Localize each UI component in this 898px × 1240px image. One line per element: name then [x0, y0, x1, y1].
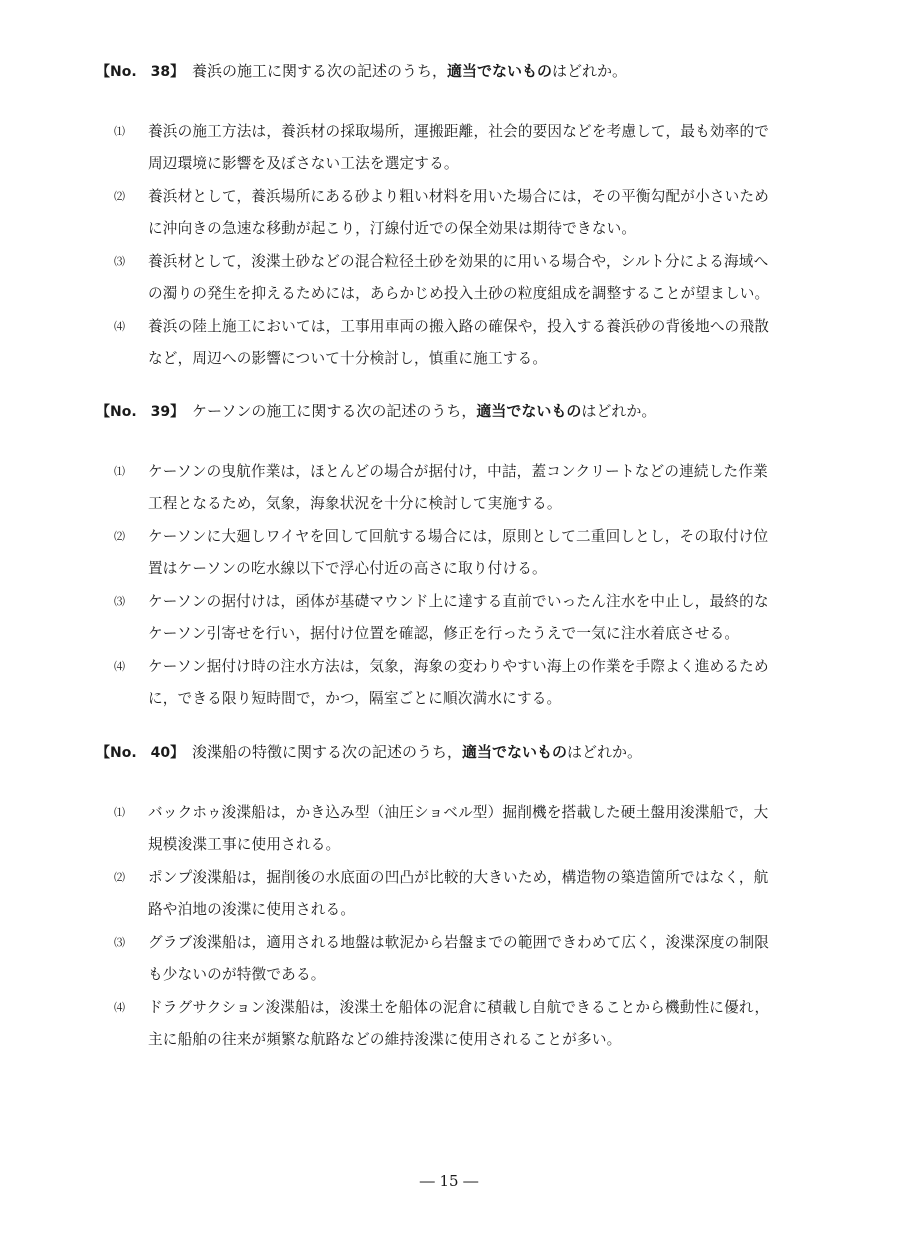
- choice-text-line: 路や泊地の浚渫に使用される。: [148, 901, 356, 918]
- choice-text-line: ポンプ浚渫船は，掘削後の水底面の凹凸が比較的大きいため，構造物の築造箇所ではなく，航: [148, 869, 769, 886]
- question-stem-ending: はどれか。: [581, 402, 657, 420]
- choice-item: [96, 927, 816, 991]
- choice-list: [96, 797, 816, 1056]
- choice-number: ⑵: [114, 871, 125, 884]
- question-stem-text: 浚渫船の特徴に関する次の記述のうち，: [192, 743, 463, 761]
- question-39: [96, 400, 816, 716]
- choice-list: [96, 456, 816, 715]
- choice-number: ⑷: [114, 1001, 125, 1014]
- question-40: [96, 741, 816, 1057]
- choice-item: [96, 586, 816, 650]
- choice-number: ⑴: [114, 125, 125, 138]
- choice-text-line: に沖向きの急速な移動が起こり，汀線付近での保全効果は期待できない。: [148, 220, 637, 237]
- question-stem-ending: はどれか。: [552, 62, 628, 80]
- choice-item: [96, 521, 816, 585]
- choice-text-line: ケーソンに大廻しワイヤを回して回航する場合には，原則として二重回しとし，その取付け位: [148, 528, 769, 545]
- choice-number: ⑶: [114, 936, 125, 949]
- choice-text-line: 規模浚渫工事に使用される。: [148, 836, 341, 853]
- choice-text-line: など，周辺への影響について十分検討し，慎重に施工する。: [148, 350, 548, 367]
- choice-text-line: 置はケーソンの吃水線以下で浮心付近の高さに取り付ける。: [148, 560, 547, 577]
- question-number: 【No. 40】: [96, 745, 185, 761]
- choice-number: ⑵: [114, 190, 125, 203]
- choice-text-line: も少ないのが特徴である。: [148, 966, 326, 983]
- choice-text-line: バックホゥ浚渫船は，かき込み型（油圧ショベル型）掘削機を搭載した硬土盤用浚渫船で，大: [148, 804, 769, 821]
- question-stem-emphasis: 適当でないもの: [447, 62, 553, 80]
- choice-number: ⑶: [114, 255, 125, 268]
- question-stem-text: 養浜の施工に関する次の記述のうち，: [192, 62, 448, 80]
- choice-number: ⑷: [114, 320, 125, 333]
- choice-item: [96, 456, 816, 520]
- choice-text-line: 養浜の施工方法は，養浜材の採取場所，運搬距離，社会的要因などを考慮して，最も効率的で: [148, 123, 770, 140]
- choice-number: ⑴: [114, 465, 125, 478]
- choice-text-line: の濁りの発生を抑えるためには，あらかじめ投入土砂の粒度組成を調整することが望ましい。: [148, 285, 770, 302]
- choice-text-line: ケーソンの曳航作業は，ほとんどの場合が据付け，中詰，蓋コンクリートなどの連続した作業: [148, 463, 768, 480]
- choice-number: ⑴: [114, 806, 125, 819]
- choice-item: [96, 651, 816, 715]
- choice-text-line: ケーソン引寄せを行い，据付け位置を確認，修正を行ったうえで一気に注水着底させる。: [148, 625, 740, 642]
- choice-item: [96, 116, 816, 180]
- choice-number: ⑶: [114, 595, 125, 608]
- choice-text-line: に，できる限り短時間で，かつ，隔室ごとに順次満水にする。: [148, 690, 562, 707]
- choice-text-line: ケーソン据付け時の注水方法は，気象，海象の変わりやすい海上の作業を手際よく進めるため: [148, 658, 769, 675]
- question-stem-emphasis: 適当でないもの: [462, 743, 568, 761]
- choice-text-line: 養浜材として，浚渫土砂などの混合粒径土砂を効果的に用いる場合や，シルト分による海域へ: [148, 253, 769, 270]
- choice-item: [96, 797, 816, 861]
- choice-text-line: 工程となるため，気象，海象状況を十分に検討して実施する。: [148, 495, 562, 512]
- choice-item: [96, 181, 816, 245]
- choice-number: ⑵: [114, 530, 125, 543]
- choice-list: [96, 116, 816, 375]
- choice-item: [96, 992, 816, 1056]
- question-heading: [96, 741, 816, 764]
- choice-text-line: 養浜の陸上施工においては，工事用車両の搬入路の確保や，投入する養浜砂の背後地への飛散: [148, 318, 770, 335]
- question-number: 【No. 38】: [96, 64, 185, 80]
- question-heading: [96, 60, 816, 83]
- page-number: ― 15 ―: [419, 1172, 479, 1190]
- choice-text-line: ケーソンの据付けは，函体が基礎マウンド上に達する直前でいったん注水を中止し，最終的な: [148, 593, 769, 610]
- choice-text-line: 主に船舶の往来が頻繁な航路などの維持浚渫に使用されることが多い。: [148, 1031, 622, 1048]
- choice-item: [96, 311, 816, 375]
- choice-item: [96, 246, 816, 310]
- question-stem-ending: はどれか。: [567, 743, 643, 761]
- choice-text-line: 周辺環境に影響を及ぼさない工法を選定する。: [148, 155, 459, 172]
- question-stem-text: ケーソンの施工に関する次の記述のうち，: [192, 402, 477, 420]
- choice-text-line: ドラグサクション浚渫船は，浚渫土を船体の泥倉に積載し自航できることから機動性に優れ，: [148, 999, 770, 1016]
- choice-text-line: 養浜材として，養浜場所にある砂より粗い材料を用いた場合には，その平衡勾配が小さいため: [148, 188, 770, 205]
- question-stem-emphasis: 適当でないもの: [476, 402, 582, 420]
- question-number: 【No. 39】: [96, 404, 185, 420]
- choice-number: ⑷: [114, 660, 125, 673]
- question-heading: [96, 400, 816, 423]
- question-38: [96, 60, 816, 376]
- choice-text-line: グラブ浚渫船は，適用される地盤は軟泥から岩盤までの範囲できわめて広く，浚渫深度の制限: [148, 934, 770, 951]
- choice-item: [96, 862, 816, 926]
